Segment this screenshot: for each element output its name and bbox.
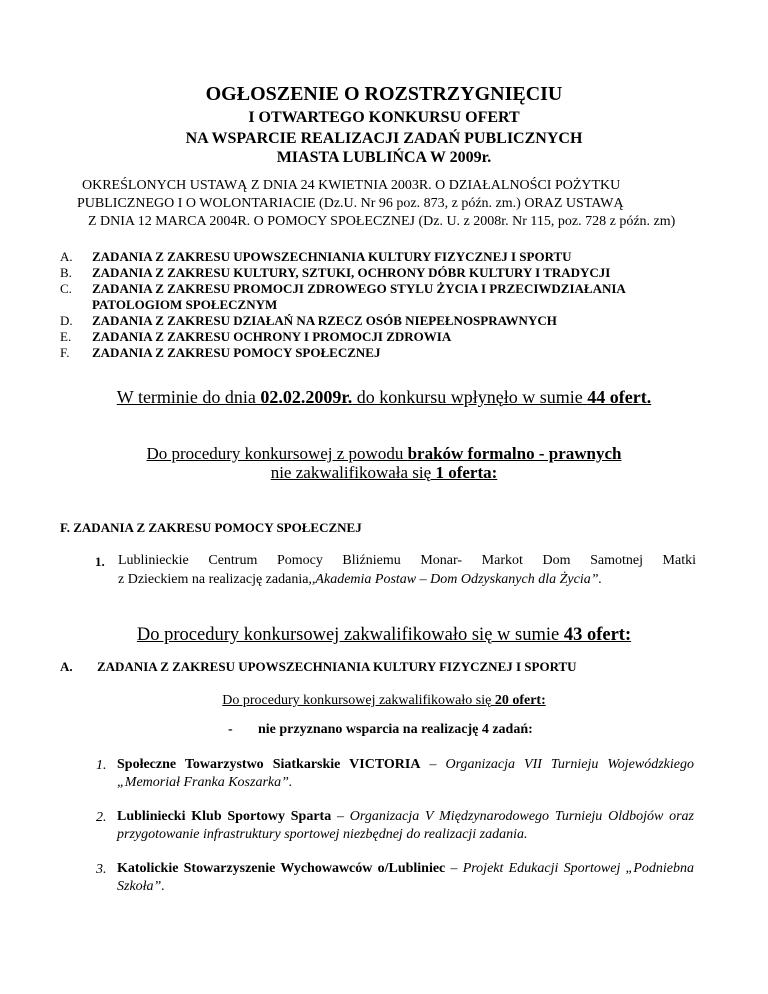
category-item: ZADANIA Z ZAKRESU OCHRONY I PROMOCJI ZDROWIA [92,329,452,344]
subtitle-line-1: I OTWARTEGO KONKURSU OFERT [248,109,520,126]
legal-basis-line-3: Z DNIA 12 MARCA 2004R. O POMOCY SPOŁECZNEJ (Dz. U. z 2008r. Nr 115, poz. 728 z późn. zm) [88,214,676,229]
category-letter: C. [60,281,72,296]
category-item: ZADANIA Z ZAKRESU PROMOCJI ZDROWEGO STYLU ŻYCIA I PRZECIWDZIAŁANIA [92,281,626,296]
legal-basis-line-1: OKREŚLONYCH USTAWĄ Z DNIA 24 KWIETNIA 2003R. O DZIAŁALNOŚCI POŻYTKU [82,178,621,193]
section-f-item-line-2: z Dzieckiem na realizację zadania,,Akademia Postaw – Dom Odzyskanych dla Życia”. [118,572,602,587]
category-item: ZADANIA Z ZAKRESU KULTURY, SZTUKI, OCHRONY DÓBR KULTURY I TRADYCJI [92,265,611,280]
rejected-line-1: Do procedury konkursowej z powodu braków formalno - prawnych [146,444,622,463]
item-number: 1. [96,758,107,773]
section-f-heading: F. ZADANIA Z ZAKRESU POMOCY SPOŁECZNEJ [60,520,362,535]
qualified-total-line: Do procedury konkursowej zakwalifikowało się w sumie 43 ofert: [136,625,632,645]
list-item-line-1: Społeczne Towarzystwo Siatkarskie VICTORIA – Organizacja VII Turnieju Wojewódzkiego [117,757,694,772]
category-letter: A. [60,249,73,264]
item-number: 3. [96,862,107,877]
category-letter: E. [60,329,72,344]
section-a-qualified-line: Do procedury konkursowej zakwalifikowało się 20 ofert: [222,693,546,708]
not-supported-line: nie przyznano wsparcia na realizację 4 zadań: [258,722,533,737]
category-letter: B. [60,265,72,280]
list-item-line-2: „Memoriał Franka Koszarka”. [117,775,293,790]
item-number: 2. [96,810,107,825]
list-item-line-1: Katolickie Stowarzyszenie Wychowawców o/Lubliniec – Projekt Edukacji Sportowej „Podniebna [117,861,694,876]
category-item: ZADANIA Z ZAKRESU DZIAŁAŃ NA RZECZ OSÓB NIEPEŁNOSPRAWNYCH [92,313,557,328]
section-a-heading: ZADANIA Z ZAKRESU UPOWSZECHNIANIA KULTURY FIZYCZNEJ I SPORTU [97,659,577,674]
document-title: OGŁOSZENIE O ROZSTRZYGNIĘCIU [205,83,563,105]
section-a-letter: A. [60,659,73,674]
received-offers-line: W terminie do dnia 02.02.2009r. do konkursu wpłynęło w sumie 44 ofert. [116,387,652,407]
list-item-line-2: Szkoła”. [117,879,165,894]
category-item: ZADANIA Z ZAKRESU POMOCY SPOŁECZNEJ [92,345,381,360]
subtitle-line-2: NA WSPARCIE REALIZACJI ZADAŃ PUBLICZNYCH [185,130,583,147]
category-letter: F. [60,345,70,360]
subtitle-line-3: MIASTA LUBLIŃCA W 2009r. [276,149,492,166]
category-item-continued: PATOLOGIOM SPOŁECZNYM [92,297,278,312]
section-f-item-line-1: Lublinieckie Centrum Pomocy Bliźniemu Monar- Markot Dom Samotnej Matki [118,553,696,568]
list-item-line-2: przygotowanie infrastruktury sportowej niezbędnej do realizacji zadania. [117,827,528,842]
list-item-line-1: Lubliniecki Klub Sportowy Sparta – Organizacja V Międzynarodowego Turnieju Oldbojów oraz [117,809,694,824]
category-item: ZADANIA Z ZAKRESU UPOWSZECHNIANIA KULTURY FIZYCZNEJ I SPORTU [92,249,572,264]
rejected-line-2: nie zakwalifikowała się 1 oferta: [270,463,498,482]
legal-basis-line-2: PUBLICZNEGO I O WOLONTARIACIE (Dz.U. Nr 96 poz. 873, z późn. zm.) ORAZ USTAWĄ [77,196,624,211]
dash-bullet: - [228,722,233,737]
item-number: 1. [95,554,105,569]
category-letter: D. [60,313,73,328]
